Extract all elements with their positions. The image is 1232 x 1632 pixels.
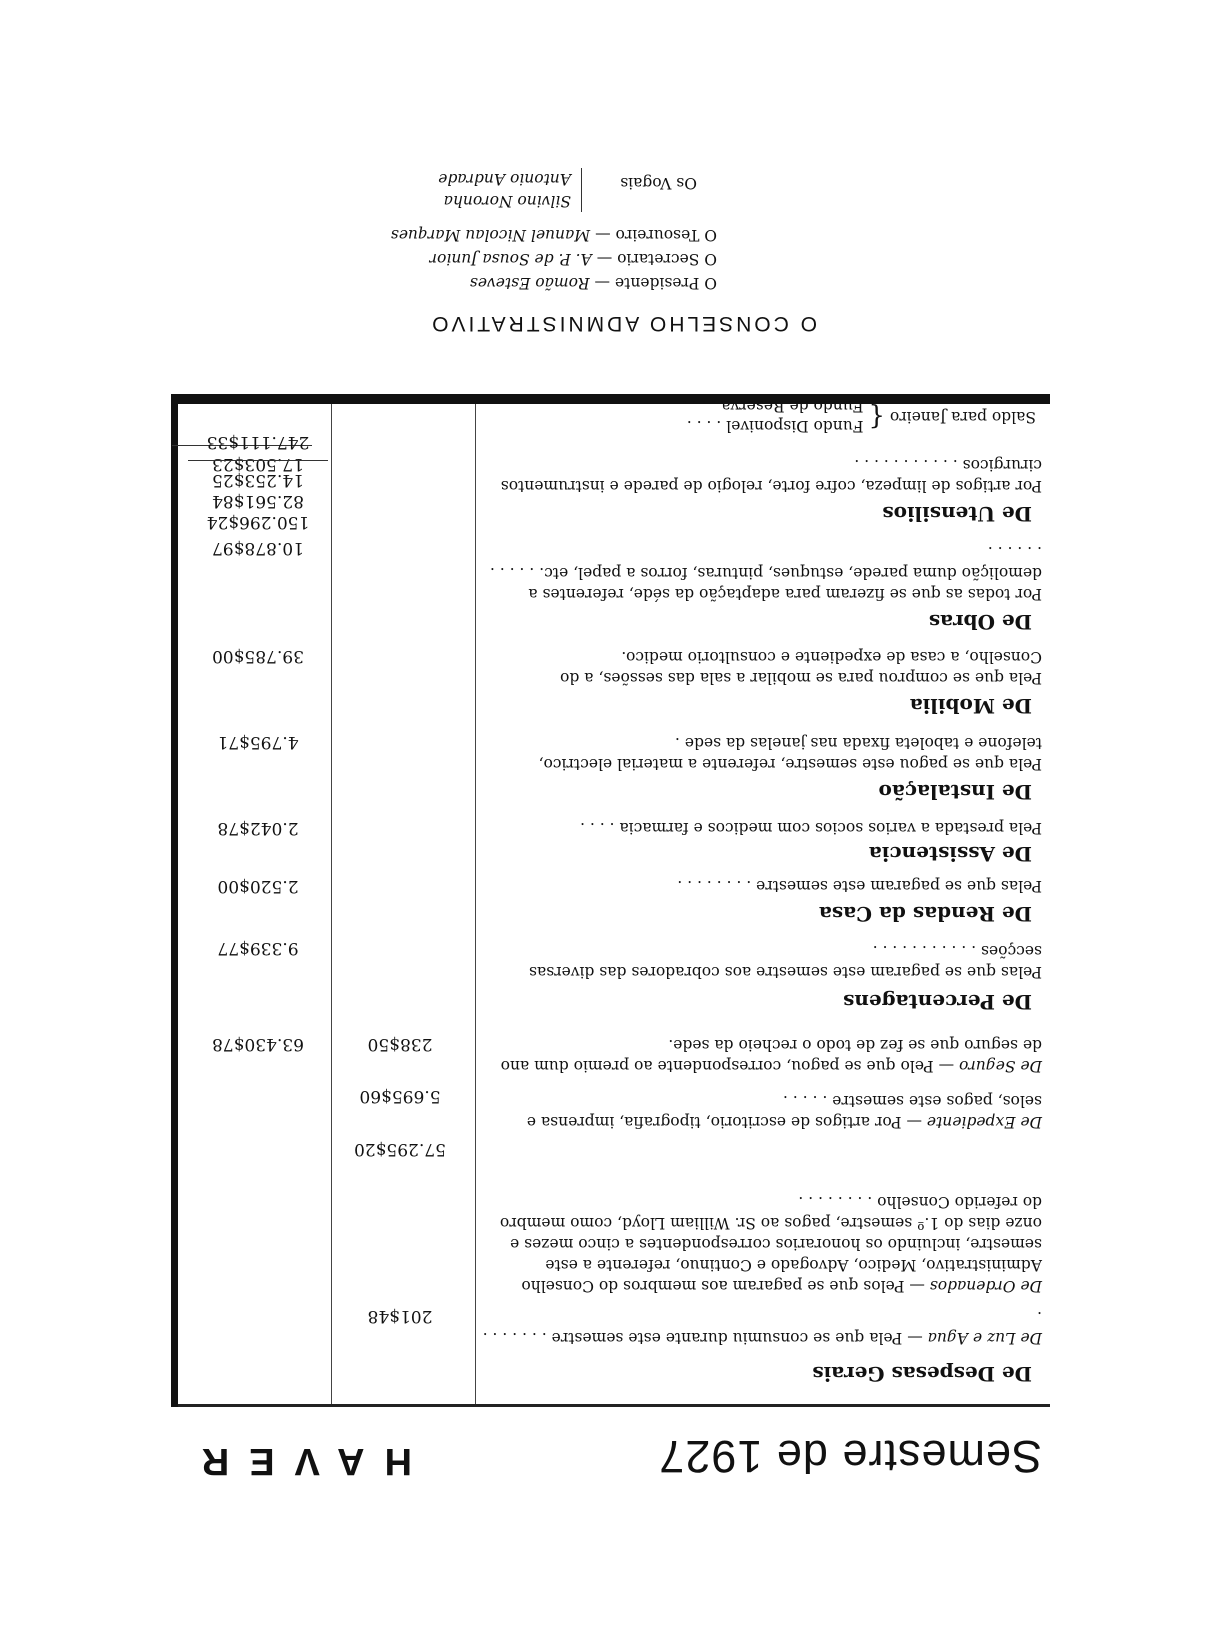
balance-block — [174, 332, 1050, 442]
total-amount: 2.520$00 — [217, 876, 299, 896]
brace-icon: { — [868, 401, 886, 432]
entry-ordenados: De Ordenados — Pelos que se pagaram aos membros do Conselho Administrativo, Medico, Advogado e Continuo, referente a este semestre, incluindo os honorarios correspondentes a cinco mezes e onze dias do 1.º semestre, pagos ao Sr. William Lloyd, como membro do referido Conselho . . . . . . . . — [499, 1193, 1042, 1295]
fund-reserva-value: 14.253$25 — [212, 470, 304, 490]
partial-amount: 201$48 — [367, 1306, 433, 1326]
haver-label: HAVER — [181, 1440, 412, 1482]
entry-seguro: De Seguro — Pelo que se pagou, correspondente ao premio dum ano de seguro que se fez de todo o recheio da sede. — [500, 1036, 1042, 1075]
member-presidente: O Presidente — Romão Esteves — [469, 274, 717, 292]
section-heading: De Percentagens — [843, 990, 1032, 1014]
entry-expediente: De Expediente — Por artigos de escritorio, tipografia, imprensa e selos, pagos este semestre . . . . . — [526, 1092, 1042, 1131]
vogal-name: Silvino Noronha — [443, 192, 571, 210]
column-divider — [475, 404, 476, 1404]
section-heading: De Mobilia — [909, 694, 1032, 718]
total-amount: 17.503$23 — [212, 454, 304, 474]
section-heading: De Assistencia — [868, 842, 1032, 866]
ledger-table — [174, 394, 1050, 1407]
entry-luz-agua: De Luz e Agua — Pela que se consumiu durante este semestre . . . . . . . . — [482, 1308, 1042, 1347]
grand-total: 247.111$33 — [188, 431, 328, 461]
total-amount: 9.339$77 — [217, 938, 299, 958]
partial-amount: 238$50 — [367, 1034, 433, 1054]
column-divider — [331, 404, 332, 1404]
member-tesoureiro: O Tesoureiro — Manuel Nicolau Marques — [390, 226, 717, 244]
entry-mobilia: Pela que se comprou para se mobilar a sala das sessões, a do Conselho, a casa de expediente e consultorio medico. — [560, 648, 1042, 687]
sum-before: 150.296$24 — [206, 512, 310, 532]
entry-rendas: Pelas que se pagaram este semestre . . . . . . . . — [677, 877, 1042, 895]
total-amount: 10.878$97 — [212, 538, 304, 558]
fund-disponivel: Fundo Disponivel . . . . — [686, 417, 864, 435]
vogal-name: Antonio Andrade — [438, 170, 571, 188]
entry-obras: Por todas as que se fizeram para adaptação da séde, referentes a demolição duma parede, estuques, pinturas, forros a papel, etc. . . . . . . . . . . . — [489, 543, 1042, 603]
section-heading: De Utensilios — [882, 502, 1032, 526]
table-border — [171, 394, 178, 1407]
balance-amounts — [188, 431, 328, 532]
page-title: Semestre de 1927 — [658, 1431, 1042, 1482]
section-heading: De Instalação — [878, 780, 1032, 804]
total-amount: 2.042$78 — [217, 818, 299, 838]
section-heading: De Despesas Gerais — [812, 1362, 1032, 1386]
total-amount: 39.785$00 — [212, 646, 304, 666]
section-heading: De Obras — [928, 610, 1032, 634]
fund-reserva: Fundo de Reserva . . . . — [681, 397, 864, 415]
total-amount: 4.795$71 — [217, 732, 299, 752]
balance-label: Saldo para Janeiro — [889, 408, 1036, 426]
entry-utensilios: Por artigos de limpeza, cofre forte, relogio de parede e instrumentos cirurgicos . . . . . . . . . . . — [500, 456, 1042, 495]
entry-assistencia: Pela prestada a varios socios com medicos e farmacia . . . . — [580, 819, 1042, 837]
entry-percentagens: Pelas que se pagaram este semestre aos cobradores das diversas secções . . . . . . . . . . . — [529, 942, 1042, 981]
vogais-names — [438, 168, 582, 212]
partial-amount: 57.295$20 — [354, 1139, 446, 1159]
partial-amount: 5.695$60 — [359, 1086, 441, 1106]
member-secretario: O Secretario — A. P. de Sousa Junior — [429, 250, 717, 268]
entry-instalacao: Pela que se pagou este semestre, referente a material electrico, telefone e taboleta fixada nas janelas da sede . — [538, 734, 1042, 773]
balance-row — [476, 396, 1036, 436]
section-heading: De Rendas da Casa — [818, 902, 1032, 926]
vogais-label: Os Vogais — [620, 174, 697, 192]
total-amount: 63.430$78 — [212, 1034, 304, 1054]
fund-disponivel-value: 82.561$84 — [212, 491, 304, 511]
council-title: O CONSELHO ADMNISTRATIVO — [429, 312, 817, 335]
